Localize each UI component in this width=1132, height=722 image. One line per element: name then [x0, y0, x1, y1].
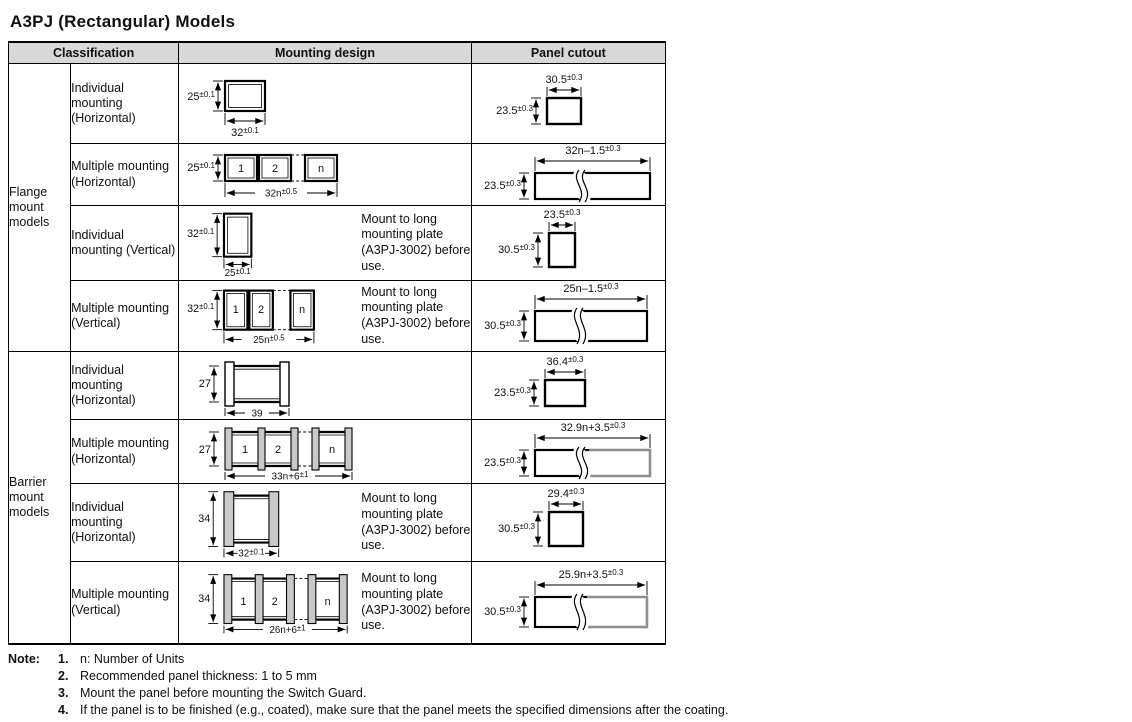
- unit-number: 1: [240, 595, 247, 608]
- cutout-diagram: [473, 283, 663, 349]
- dimension-label: $23.5^{\pm 0.3}$: [494, 385, 532, 399]
- dimension-label: $30.5^{\pm 0.3}$: [484, 319, 522, 332]
- classification-cell: Individual mounting (Horizontal): [71, 64, 179, 144]
- dimension-label: 39: [251, 408, 263, 418]
- mounting-diagram-barrier-multiple-horizontal: [179, 422, 359, 482]
- unit-number: 1: [232, 304, 239, 317]
- note-label: Note:: [8, 652, 40, 666]
- note-text: Recommended panel thickness: 1 to 5 mm: [80, 669, 317, 683]
- dimension-label: $25n-1.5^{\pm 0.3}$: [563, 283, 619, 295]
- notes-block: [8, 651, 1132, 719]
- dimension-label: $30.5^{\pm 0.3}$: [545, 72, 583, 86]
- dimension-label: $25^{\pm 0.1}$: [187, 160, 216, 174]
- cutout-diagram: [473, 72, 663, 136]
- mounting-note: Mount to long mounting plate (A3PJ-3002) before use.: [361, 571, 471, 633]
- unit-number: n: [299, 304, 306, 317]
- dimension-label: $25n^{\pm 0.5}$: [253, 333, 285, 346]
- dimension-label: $25^{\pm 0.1}$: [224, 266, 251, 279]
- dimension-label: 27: [199, 377, 212, 390]
- classification-cell: Multiple mounting (Horizontal): [71, 420, 179, 484]
- note-item: [8, 668, 1132, 685]
- dimension-label: $25^{\pm 0.1}$: [187, 89, 216, 103]
- dimension-label: $32^{\pm 0.1}$: [187, 227, 215, 241]
- mounting-diagram-barrier-multiple-vertical: [179, 568, 355, 638]
- unit-number: n: [324, 595, 331, 608]
- table-row: [9, 206, 666, 281]
- mounting-note: Mount to long mounting plate (A3PJ-3002) before use.: [361, 284, 471, 346]
- mounting-diagram-barrier-individual-vertical: [179, 485, 355, 561]
- note-item: [8, 702, 1132, 719]
- dimension-label: $30.5^{\pm 0.3}$: [498, 521, 536, 535]
- mounting-diagram-flange-individual-vertical: [179, 207, 355, 279]
- classification-cell: Individual mounting (Horizontal): [71, 352, 179, 420]
- dimension-label: $32.9n+3.5^{\pm 0.3}$: [560, 421, 626, 434]
- mounting-diagram-barrier-individual-horizontal: [179, 354, 359, 418]
- unit-number: 2: [272, 162, 279, 175]
- dimension-label: $33n+6^{\pm 1}$: [271, 469, 309, 482]
- unit-number: 1: [238, 162, 245, 175]
- mounting-diagram-flange-multiple-vertical: [179, 284, 355, 348]
- dimension-label: $23.5^{\pm 0.3}$: [496, 103, 534, 117]
- unit-number: 2: [275, 443, 282, 456]
- cutout-diagram: [473, 569, 663, 637]
- mounting-note: Mount to long mounting plate (A3PJ-3002) before use.: [361, 211, 471, 273]
- models-table: [8, 41, 666, 645]
- table-row: [9, 281, 666, 352]
- cutout-diagram: [473, 145, 663, 205]
- mounting-diagram-flange-individual-horizontal: [179, 69, 359, 139]
- note-text: If the panel is to be finished (e.g., coated), make sure that the panel meets the specified dimensions after the coating.: [80, 703, 729, 717]
- cutout-diagram: [473, 207, 663, 279]
- note-item: [8, 685, 1132, 702]
- unit-number: n: [318, 162, 325, 175]
- table-row: [9, 352, 666, 420]
- dimension-label: $32n^{\pm 0.5}$: [265, 186, 298, 199]
- unit-number: n: [329, 443, 336, 456]
- note-number: 3.: [58, 686, 69, 700]
- table-row: [9, 484, 666, 562]
- cutout-diagram: [473, 422, 663, 482]
- header-panel-cutout: Panel cutout: [471, 42, 665, 64]
- mounting-diagram-flange-multiple-horizontal: [179, 147, 359, 203]
- dimension-label: $30.5^{\pm 0.3}$: [484, 604, 522, 618]
- unit-number: 2: [258, 304, 265, 317]
- header-mounting-design: Mounting design: [179, 42, 471, 64]
- group-flange-mount: Flange mount models: [9, 64, 71, 352]
- header-classification: Classification: [9, 42, 179, 64]
- note-number: 1.: [58, 652, 69, 666]
- page-title: A3PJ (Rectangular) Models: [10, 12, 236, 31]
- classification-cell: Multiple mounting (Vertical): [71, 281, 179, 352]
- note-number: 4.: [58, 703, 69, 717]
- classification-cell: Multiple mounting (Vertical): [71, 562, 179, 645]
- dimension-label: 34: [198, 592, 211, 605]
- classification-cell: Individual mounting (Horizontal): [71, 484, 179, 562]
- dimension-label: $29.4^{\pm 0.3}$: [547, 486, 585, 500]
- dimension-label: $25.9n+3.5^{\pm 0.3}$: [558, 568, 624, 581]
- dimension-label: 27: [199, 443, 212, 456]
- unit-number: 1: [242, 443, 249, 456]
- dimension-label: 34: [198, 512, 211, 525]
- classification-cell: Individual mounting (Vertical): [71, 206, 179, 281]
- note-text: n: Number of Units: [80, 652, 185, 666]
- cutout-diagram: [473, 486, 663, 560]
- table-row: [9, 144, 666, 206]
- dimension-label: $36.4^{\pm 0.3}$: [546, 354, 584, 368]
- table-row: [9, 420, 666, 484]
- dimension-label: $23.5^{\pm 0.3}$: [543, 208, 581, 221]
- dimension-label: $32n-1.5^{\pm 0.3}$: [565, 144, 621, 157]
- dimension-label: $23.5^{\pm 0.3}$: [484, 455, 522, 469]
- dimension-label: $32^{\pm 0.1}$: [231, 125, 260, 139]
- dimension-label: $26n+6^{\pm 1}$: [269, 622, 306, 636]
- classification-cell: Multiple mounting (Horizontal): [71, 144, 179, 206]
- note-text: Mount the panel before mounting the Switch Guard.: [80, 686, 367, 700]
- mounting-note: Mount to long mounting plate (A3PJ-3002) before use.: [361, 491, 471, 553]
- table-row: [9, 562, 666, 645]
- note-number: 2.: [58, 669, 69, 683]
- dimension-label: $30.5^{\pm 0.3}$: [498, 243, 536, 256]
- dimension-label: $32^{\pm 0.1}$: [187, 302, 215, 316]
- note-item: [8, 651, 1132, 668]
- unit-number: 2: [272, 595, 279, 608]
- header-row: [9, 42, 666, 64]
- dimension-label: $32^{\pm 0.1}$: [238, 546, 265, 560]
- table-row: [9, 64, 666, 144]
- dimension-label: $23.5^{\pm 0.3}$: [484, 178, 522, 192]
- group-barrier-mount: Barrier mount models: [9, 352, 71, 645]
- cutout-diagram: [473, 354, 663, 418]
